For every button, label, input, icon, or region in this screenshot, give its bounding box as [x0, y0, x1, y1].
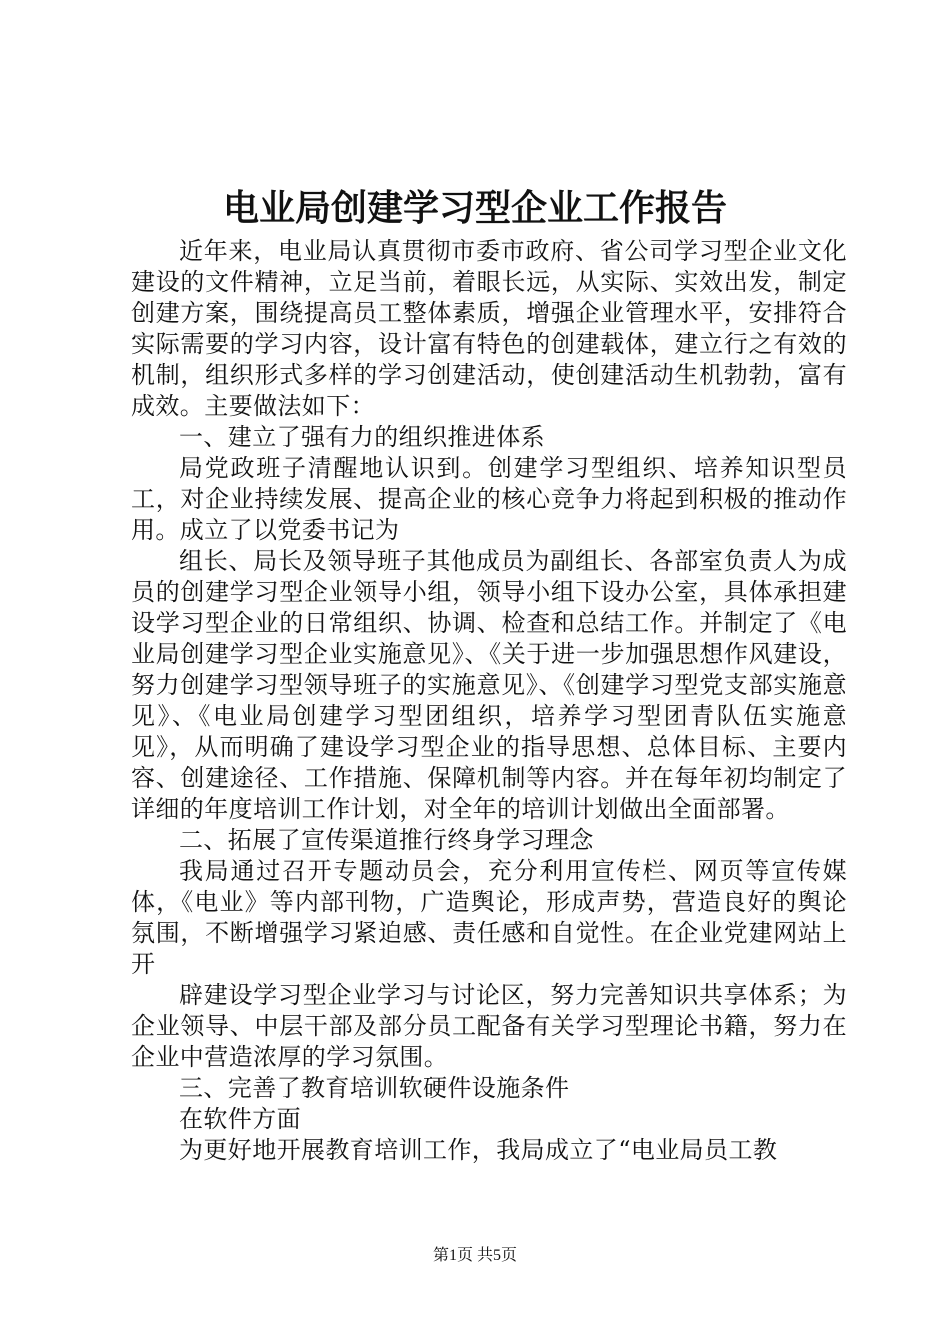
subsection-software: 在软件方面	[179, 1105, 301, 1133]
paragraph-1a: 局党政班子清醒地认识到。创建学习型组织、培养知识型员工，对企业持续发展、提高企业的核心竞争力将起到积极的推动作用。成立了以党委书记为	[131, 454, 847, 544]
paragraph-1b: 组长、局长及领导班子其他成员为副组长、各部室负责人为成员的创建学习型企业领导小组，领导小组下设办公室，具体承担建设学习型企业的日常组织、协调、检查和总结工作。并制定了《电业局创建学习型企业实施意见》、《关于进一步加强思想作风建设，努力创建学习型领导班子的实施意见》、《创建学习型党支部实施意见》、《电业局创建学习型团组织，培养学习型团青队伍实施意见》，从而明确了建设学习型企业的指导思想、总体目标、主要内容、创建途径、工作措施、保障机制等内容。并在每年初均制定了详细的年度培训工作计划，对全年的培训计划做出全面部署。	[131, 547, 847, 823]
paragraph-3a: 为更好地开展教育培训工作，我局成立了“电业局员工教	[179, 1136, 778, 1164]
section-heading-3: 三、完善了教育培训软硬件设施条件	[179, 1074, 570, 1102]
paragraph-2b: 辟建设学习型企业学习与讨论区，努力完善知识共享体系；为企业领导、中层干部及部分员工配备有关学习型理论书籍，努力在企业中营造浓厚的学习氛围。	[131, 981, 847, 1071]
document-body	[131, 236, 847, 1166]
section-heading-1: 一、建立了强有力的组织推进体系	[179, 423, 545, 451]
paragraph-2a: 我局通过召开专题动员会，充分利用宣传栏、网页等宣传媒体，《电业》等内部刊物，广造舆论，形成声势，营造良好的舆论氛围，不断增强学习紧迫感、责任感和自觉性。在企业党建网站上开	[131, 857, 847, 978]
page-footer: 第1页 共5页	[432, 1247, 517, 1264]
section-heading-2: 二、拓展了宣传渠道推行终身学习理念	[179, 826, 594, 854]
paragraph-intro: 近年来，电业局认真贯彻市委市政府、省公司学习型企业文化建设的文件精神，立足当前，着眼长远，从实际、实效出发，制定创建方案，围绕提高员工整体素质，增强企业管理水平，安排符合实际需要的学习内容，设计富有特色的创建载体，建立行之有效的机制，组织形式多样的学习创建活动，使创建活动生机勃勃，富有成效。主要做法如下：	[131, 237, 847, 420]
document-title: 电业局创建学习型企业工作报告	[222, 187, 727, 229]
